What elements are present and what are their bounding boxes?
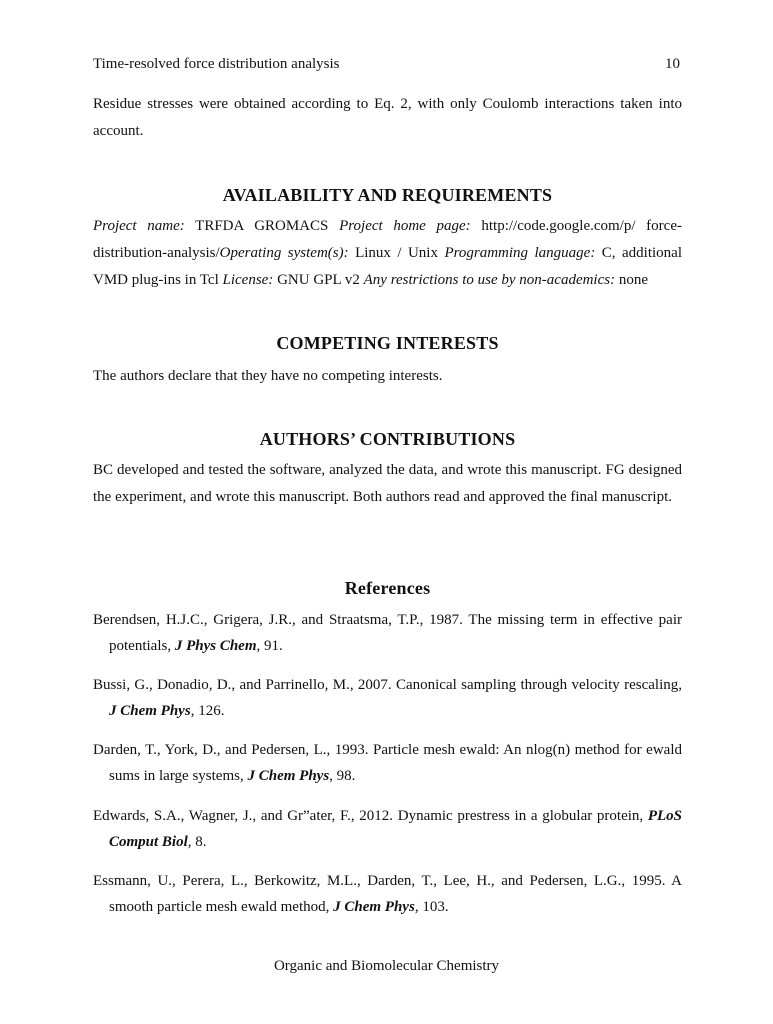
- reference-volume: , 126.: [190, 703, 225, 719]
- restrictions-value: none: [615, 272, 649, 288]
- os-label: Operating system(s):: [219, 245, 349, 261]
- home-page-label: Project home page:: [339, 218, 471, 234]
- restrictions-label: Any restrictions to use by non-academics:: [363, 272, 616, 288]
- reference-text: Essmann, U., Perera, L., Berkowitz, M.L., Darden, T., Lee, H., and Pedersen, L.G., 1995. A smooth particle mesh ewald method,: [93, 873, 682, 915]
- competing-heading: COMPETING INTERESTS: [276, 333, 499, 353]
- reference-journal: PLoS Comput Biol: [109, 808, 682, 850]
- reference-text: Berendsen, H.J.C., Grigera, J.R., and Straatsma, T.P., 1987. The missing term in effective pair potentials,: [93, 612, 682, 654]
- contributions-heading: AUTHORS’ CONTRIBUTIONS: [259, 429, 516, 449]
- reference-item: [93, 672, 682, 724]
- intro-paragraph: Residue stresses were obtained according to Eq. 2, with only Coulomb interactions taken into account.: [93, 96, 682, 139]
- page-number: 10: [665, 56, 680, 72]
- reference-journal: J Chem Phys: [333, 899, 415, 915]
- language-label: Programming language:: [444, 245, 596, 261]
- availability-paragraph: [93, 213, 682, 294]
- reference-journal: J Chem Phys: [109, 703, 191, 719]
- license-value: GNU GPL v2: [273, 272, 364, 288]
- reference-item: [93, 737, 682, 789]
- reference-journal: J Chem Phys: [247, 768, 330, 784]
- reference-volume: , 91.: [256, 638, 283, 654]
- home-page-value: http://code.google.com/p/ force-distribution-analysis/: [93, 218, 682, 261]
- running-title: Time-resolved force distribution analysis: [93, 56, 340, 72]
- license-label: License:: [222, 272, 274, 288]
- os-value: Linux / Unix: [348, 245, 445, 261]
- reference-item: [93, 607, 682, 659]
- competing-paragraph: The authors declare that they have no competing interests.: [93, 368, 443, 384]
- running-header: [93, 56, 680, 73]
- journal-footer: Organic and Biomolecular Chemistry: [273, 958, 500, 974]
- language-value: C, additional VMD plug-ins in Tcl: [93, 245, 682, 288]
- reference-journal: J Phys Chem: [174, 638, 257, 654]
- reference-volume: , 98.: [329, 768, 356, 784]
- reference-text: Bussi, G., Donadio, D., and Parrinello, M., 2007. Canonical sampling through velocity rescaling,: [93, 677, 682, 693]
- availability-heading: AVAILABILITY AND REQUIREMENTS: [222, 185, 553, 205]
- reference-item: [93, 868, 682, 920]
- reference-volume: , 8.: [187, 834, 207, 850]
- project-name-value: TRFDA GROMACS: [184, 218, 340, 234]
- reference-text: Darden, T., York, D., and Pedersen, L., 1993. Particle mesh ewald: An nlog(n) method for ewald sums in large systems,: [93, 742, 682, 784]
- contributions-paragraph: BC developed and tested the software, analyzed the data, and wrote this manuscript. FG designed the experiment, and wrote this manuscript. Both authors read and approved the final manuscript.: [93, 462, 682, 505]
- reference-item: [93, 803, 682, 855]
- references-heading: References: [344, 578, 431, 598]
- reference-volume: , 103.: [414, 899, 449, 915]
- project-name-label: Project name:: [93, 218, 185, 234]
- reference-text: Edwards, S.A., Wagner, J., and Gr”ater, F., 2012. Dynamic prestress in a globular protein,: [93, 808, 648, 824]
